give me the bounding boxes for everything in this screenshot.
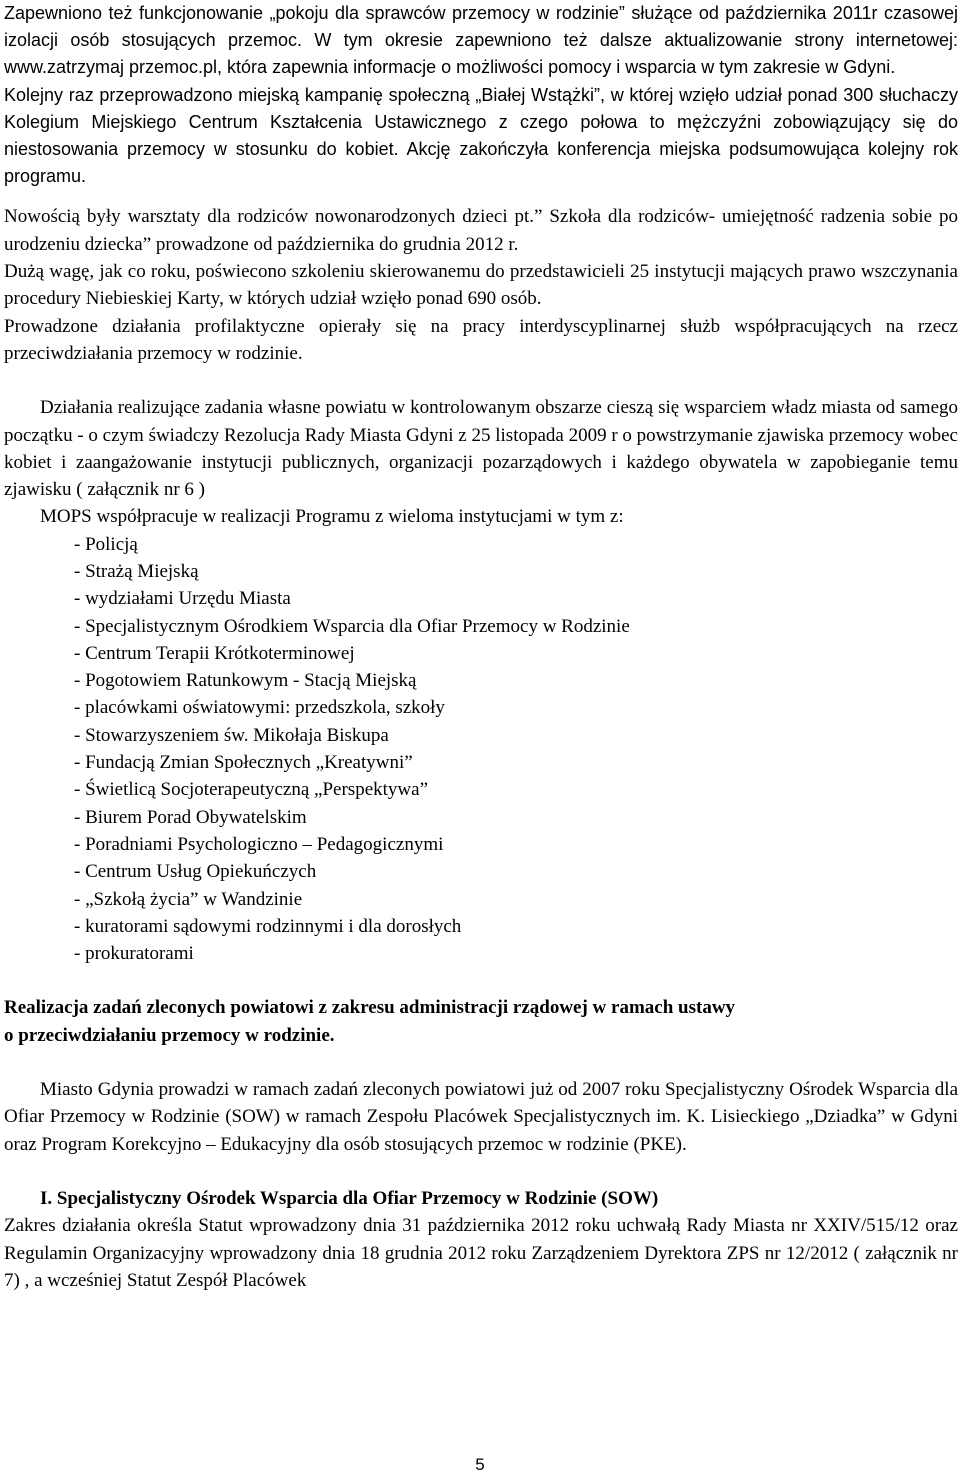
section-heading-line-1: Realizacja zadań zleconych powiatowi z zakresu administracji rządowej w ramach ustawy bbox=[4, 997, 736, 1019]
paragraph-prevention-activities: Prowadzone działania profilaktyczne opierały się na pracy interdyscyplinarnej służb współpracujących na rzecz przeciwdziałania przemocy w rodzinie. bbox=[4, 315, 958, 364]
paragraph-blue-card-training: Dużą wagę, jak co roku, poświecono szkoleniu skierowanemu do przedstawicieli 25 instytucji mających prawo wszczynania procedury Niebieskiej Karty, w których udział wzięło ponad 690 osób. bbox=[4, 261, 958, 310]
spacer bbox=[4, 1049, 958, 1076]
institution-item: - Pogotowiem Ratunkowym - Stacją Miejską bbox=[74, 670, 417, 692]
paragraph-gdynia-sow: Miasto Gdynia prowadzi w ramach zadań zleconych powiatowi już od 2007 roku Specjalistyczny Ośrodek Wsparcia dla Ofiar Przemocy w Rodzinie (SOW) w ramach Zespołu Placówek Specjalistycznych im. K. Lisieckiego „Dziadka” w Gdyni oraz Program Korekcyjno – Edukacyjny dla osób stosujących przemoc w rodzinie (PKE). bbox=[4, 1079, 958, 1155]
page-number: 5 bbox=[475, 1455, 485, 1474]
institution-item: - „Szkołą życia” w Wandzinie bbox=[74, 888, 303, 910]
subsection-number: I bbox=[40, 1187, 48, 1209]
institution-item: - kuratorami sądowymi rodzinnymi i dla dorosłych bbox=[74, 915, 462, 937]
paragraph-statute: Zakres działania określa Statut wprowadzony dnia 31 października 2012 roku uchwałą Rady Miasta nr XXIV/515/12 oraz Regulamin Organizacyjny wprowadzony dnia 18 grudnia 2012 roku Zarządzeniem Dyrektora ZPS nr 12/2012 ( załącznik nr 7) , a wcześniej Statut Zespół Placówek bbox=[4, 1215, 958, 1291]
institution-item: - Specjalistycznym Ośrodkiem Wsparcia dla Ofiar Przemocy w Rodzinie bbox=[74, 615, 630, 637]
paragraph-perpetrator-room: Zapewniono też funkcjonowanie „pokoju dla sprawców przemocy w rodzinie” służące od października 2011r czasowej izolacji osób stosujących przemoc. W tym okresie zapewniono też dalsze aktualizowanie strony internetowej: www.zatrzymaj przemoc.pl, która zapewnia informacje o możliwości pomocy i wsparcia w tym zakresie w Gdyni. bbox=[4, 3, 958, 78]
section-heading bbox=[4, 994, 958, 1049]
section-heading-line-2: o przeciwdziałaniu przemocy w rodzinie. bbox=[4, 1024, 335, 1046]
paragraph-mops-cooperation: MOPS współpracuje w realizacji Programu z wieloma instytucjami w tym z: bbox=[40, 506, 624, 528]
institution-item: - Stowarzyszeniem św. Mikołaja Biskupa bbox=[74, 724, 389, 746]
institution-item: - Fundacją Zmian Społecznych „Kreatywni” bbox=[74, 752, 413, 774]
document-page bbox=[4, 0, 958, 1294]
institution-item: - Centrum Usług Opiekuńczych bbox=[74, 861, 317, 883]
paragraph-white-ribbon-campaign: Kolejny raz przeprowadzono miejską kampanię społeczną „Białej Wstążki”, w której wzięło udział ponad 300 słuchaczy Kolegium Miejskiego Centrum Kształcenia Ustawicznego z czego połowa to mężczyźni zobowiązujący się do niestosowania przemocy w stosunku do kobiet. Akcję zakończyła konferencja miejska podsumowująca kolejny rok programu. bbox=[4, 84, 958, 187]
institution-item: - placówkami oświatowymi: przedszkola, szkoły bbox=[74, 697, 445, 719]
institution-item: - Centrum Terapii Krótkoterminowej bbox=[74, 642, 355, 664]
spacer bbox=[4, 190, 958, 203]
institution-item: - Poradniami Psychologiczno – Pedagogicznymi bbox=[74, 833, 444, 855]
institution-item: - Biurem Porad Obywatelskim bbox=[74, 806, 307, 828]
paragraph-city-support: Działania realizujące zadania własne powiatu w kontrolowanym obszarze cieszą się wsparciem władz miasta od samego początku - o czym świadczy Rezolucja Rady Miasta Gdyni z 25 listopada 2009 r o powstrzymanie zjawiska przemocy wobec kobiet i zaangażowanie instytucji publicznych, organizacji pozarządowych i każdego obywatela w zapobieganie temu zjawisku ( załącznik nr 6 ) bbox=[4, 397, 958, 501]
subsection-title bbox=[4, 1185, 958, 1212]
spacer bbox=[4, 367, 958, 394]
institution-item: - Strażą Miejską bbox=[74, 560, 199, 582]
institution-item: - Świetlicą Socjoterapeutyczną „Perspektywa” bbox=[74, 779, 428, 801]
institution-item: - wydziałami Urzędu Miasta bbox=[74, 588, 291, 610]
subsection-title-text: . Specjalistyczny Ośrodek Wsparcia dla Ofiar Przemocy w Rodzinie (SOW) bbox=[47, 1187, 659, 1209]
institution-item: - Policją bbox=[74, 533, 138, 555]
spacer bbox=[4, 967, 958, 994]
institutions-list bbox=[4, 531, 958, 968]
paragraph-parent-workshops: Nowością były warsztaty dla rodziców nowonarodzonych dzieci pt.” Szkoła dla rodziców- umiejętność radzenia sobie po urodzeniu dziecka” prowadzone od października do grudnia 2012 r. bbox=[4, 206, 958, 255]
institution-item: - prokuratorami bbox=[74, 943, 194, 965]
spacer bbox=[4, 1158, 958, 1185]
